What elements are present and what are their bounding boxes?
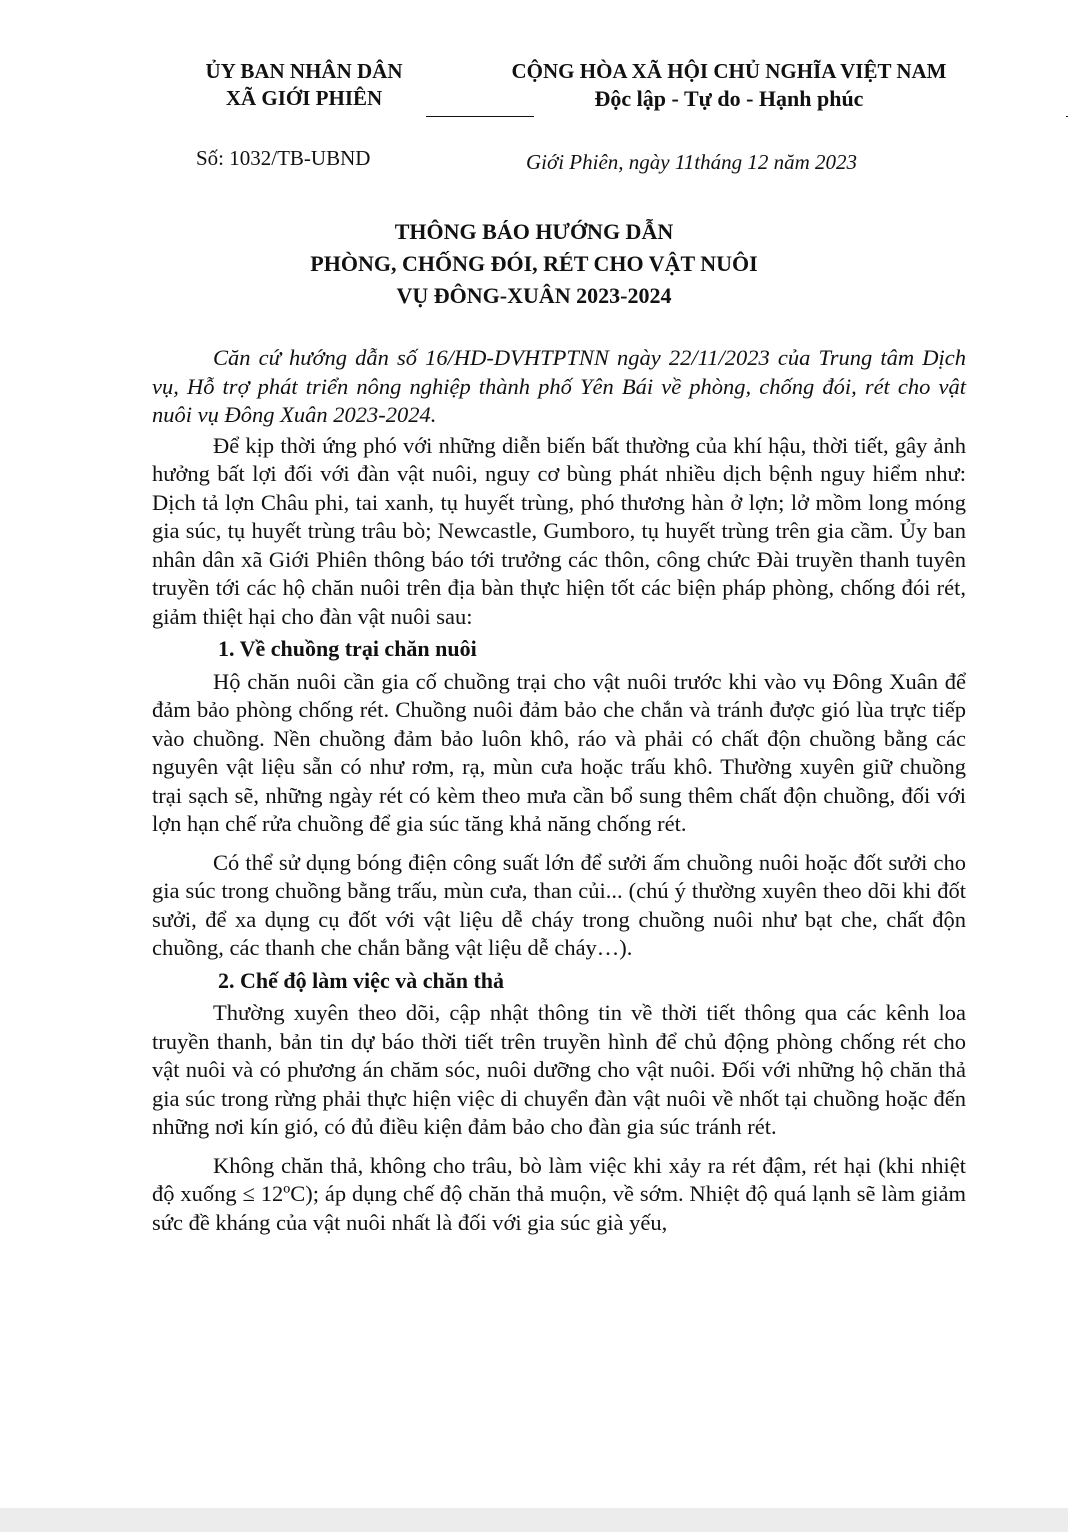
legal-basis-paragraph: Căn cứ hướng dẫn số 16/HD-DVHTPTNN ngày 22/11/2023 của Trung tâm Dịch vụ, Hỗ trợ phát triển nông nghiệp thành phố Yên Bái về phòng, chống đói, rét cho vật nuôi vụ Đông Xuân 2023-2024. [152,345,966,427]
issuing-authority [176,58,432,112]
title-line-1: THÔNG BÁO HƯỚNG DẪN [394,219,674,244]
section-2-heading: 2. Chế độ làm việc và chăn thả [218,967,504,993]
country-name: CỘNG HÒA XÃ HỘI CHỦ NGHĨA VIỆT NAM [511,59,947,83]
section-1-paragraph-1: Hộ chăn nuôi cần gia cố chuồng trại cho vật nuôi trước khi vào vụ Đông Xuân để đảm bảo phòng chống rét. Chuồng nuôi đảm bảo che chắn và tránh được gió lùa trực tiếp vào chuồng. Nền chuồng đảm bảo luôn khô, ráo và phải có chất độn chuồng bằng các nguyên vật liệu sẵn có như rơm, rạ, mùn cưa hoặc trấu khô. Thường xuyên giữ chuồng trại sạch sẽ, những ngày rét có kèm theo mưa cần bổ sung thêm chất độn chuồng, đối với lợn hạn chế rửa chuồng để gia súc tăng khả năng chống rét. [152,668,966,836]
national-motto [490,58,968,112]
place-date: Giới Phiên, ngày 11tháng 12 năm 2023 [526,150,858,174]
section-2-paragraph-1: Thường xuyên theo dõi, cập nhật thông tin về thời tiết thông qua các kênh loa truyền thanh, bản tin dự báo thời tiết trên truyền hình để chủ động phòng chống rét cho vật nuôi và có phương án chăm sóc, nuôi dưỡng cho vật nuôi. Đối với những hộ chăn thả gia súc trong rừng phải thực hiện việc di chuyển đàn vật nuôi về nhốt tại chuồng hoặc đến những nơi kín gió, có đủ điều kiện đảm bảo cho đàn gia súc tránh rét. [152,1000,966,1139]
document-body [152,344,966,1239]
section-2-paragraph-2: Không chăn thả, không cho trâu, bò làm việc khi xảy ra rét đậm, rét hại (khi nhiệt độ xuống ≤ 12ºC); áp dụng chế độ chăn thả muộn, về sớm. Nhiệt độ quá lạnh sẽ làm giảm sức đề kháng của vật nuôi nhất là đối với gia súc già yếu, [152,1152,966,1235]
authority-underline [426,116,534,117]
viewer-bottom-strip [0,1508,1068,1532]
document-title [0,216,1068,312]
authority-line-1: ỦY BAN NHÂN DÂN [205,59,403,83]
document-number: Số: 1032/TB-UBND [196,146,371,170]
section-1-heading: 1. Về chuồng trại chăn nuôi [218,636,477,661]
motto-line: Độc lập - Tự do - Hạnh phúc [594,86,864,111]
title-line-3: VỤ ĐÔNG-XUÂN 2023-2024 [396,283,672,308]
intro-paragraph: Để kịp thời ứng phó với những diễn biến bất thường của khí hậu, thời tiết, gây ảnh hưởng bất lợi đối với đàn vật nuôi, nguy cơ bùng phát nhiều dịch bệnh nguy hiểm như: Dịch tả lợn Châu phi, tai xanh, tụ huyết trùng, phó thương hàn ở lợn; lở mồm long móng gia súc, tụ huyết trùng trâu bò; Newcastle, Gumboro, tụ huyết trùng trên gia cầm. Ủy ban nhân dân xã Giới Phiên thông báo tới trưởng các thôn, công chức Đài truyền thanh tuyên truyền tới các hộ chăn nuôi trên địa bàn thực hiện tốt các biện pháp phòng, chống đói rét, giảm thiệt hại cho đàn vật nuôi sau: [152,432,966,629]
section-1-paragraph-2: Có thể sử dụng bóng điện công suất lớn để sưởi ấm chuồng nuôi hoặc đốt sưởi cho gia súc trong chuồng bằng trấu, mùn cưa, than củi... (chú ý thường xuyên theo dõi khi đốt sưởi, để xa dụng cụ đốt với vật liệu dễ cháy trong chuồng nuôi như bạt che, chất độn chuồng, các thanh che chắn bằng vật liệu dễ cháy…). [152,849,966,960]
authority-line-2: XÃ GIỚI PHIÊN [225,86,383,110]
title-line-2: PHÒNG, CHỐNG ĐÓI, RÉT CHO VẬT NUÔI [310,251,758,276]
